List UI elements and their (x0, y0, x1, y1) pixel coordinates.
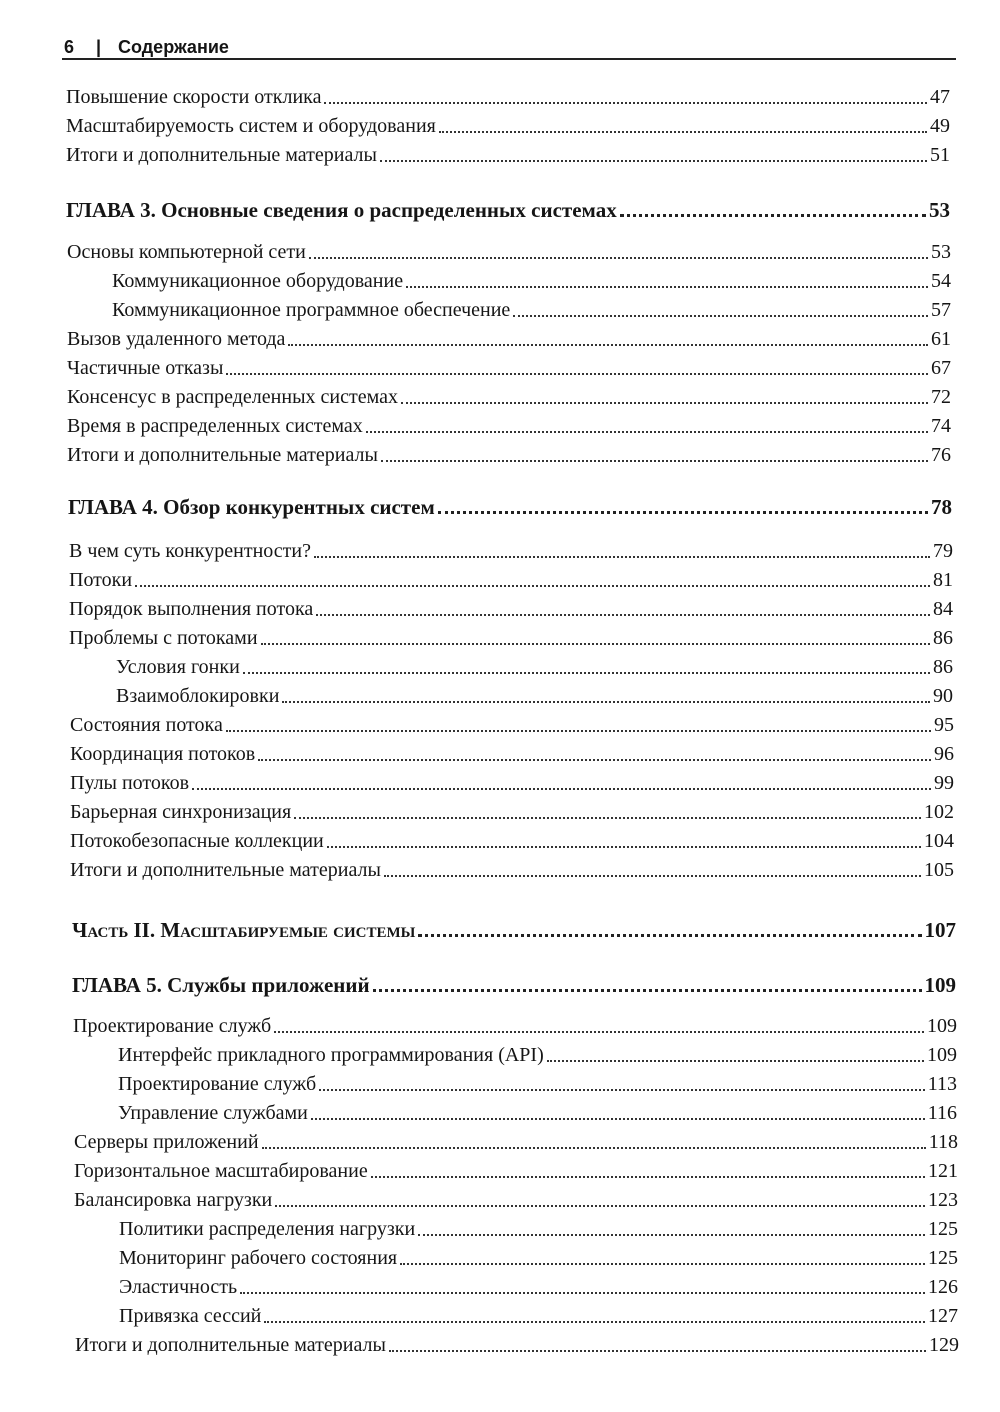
dot-leader (366, 431, 928, 433)
dot-leader (261, 643, 930, 645)
dot-leader (264, 1321, 925, 1323)
toc-entry-response-speed (66, 79, 950, 109)
toc-chapter-5 (72, 967, 956, 997)
dot-leader (240, 1292, 925, 1294)
toc-entry-concurrency (69, 533, 953, 563)
toc-entry-page: 76 (931, 444, 951, 466)
toc-entry-label: Основы компьютерной сети (67, 241, 306, 263)
toc-entry-horizontal-scaling (74, 1153, 958, 1183)
toc-chapter-page: 53 (929, 198, 950, 222)
toc-entry-page: 105 (924, 859, 954, 881)
toc-subentry-api (118, 1037, 957, 1067)
toc-entry-partial-failures (67, 350, 951, 380)
toc-entry-network-basics (67, 234, 951, 264)
toc-entry-thread-coordination (70, 736, 954, 766)
toc-entry-label: Потоки (69, 569, 133, 591)
toc-entry-page: 125 (928, 1247, 958, 1269)
dot-leader (418, 1234, 925, 1236)
dot-leader (513, 315, 928, 317)
toc-entry-thread-pools (70, 765, 954, 795)
toc-chapter-label: ГЛАВА 4. Обзор конкурентных систем (68, 495, 435, 519)
toc-entry-thread-states (70, 707, 954, 737)
dot-leader (324, 102, 927, 104)
toc-entry-label: Серверы приложений (74, 1131, 259, 1153)
toc-entry-page: 49 (930, 115, 950, 137)
toc-entry-label: В чем суть конкурентности? (69, 540, 311, 562)
dot-leader (380, 160, 927, 162)
toc-entry-label: Коммуникационное оборудование (112, 270, 404, 292)
toc-entry-page: 102 (924, 801, 954, 823)
dot-leader (371, 1176, 925, 1178)
toc-entry-label: Повышение скорости отклика (66, 86, 322, 108)
toc-entry-page: 127 (928, 1305, 958, 1327)
dot-leader (381, 460, 928, 462)
toc-entry-label: Политики распределения нагрузки (119, 1218, 416, 1240)
page-number: 6 (64, 37, 75, 57)
toc-entry-label: Потокобезопасные коллекции (70, 830, 324, 852)
toc-entry-label: Частичные отказы (67, 357, 224, 379)
toc-entry-label: Горизонтальное масштабирование (74, 1160, 368, 1182)
dot-leader (311, 1118, 925, 1120)
toc-entry-page: 129 (929, 1334, 959, 1356)
toc-entry-thread-problems (69, 620, 953, 650)
toc-entry-page: 54 (931, 270, 951, 292)
toc-subentry-comm-software (112, 292, 951, 322)
dot-leader (192, 788, 931, 790)
toc-entry-label: Время в распределенных системах (67, 415, 363, 437)
toc-entry-page: 79 (933, 540, 953, 562)
dot-leader (620, 214, 926, 217)
dot-leader (547, 1060, 924, 1062)
toc-chapter-page: 109 (924, 973, 956, 997)
toc-entry-scalability (66, 108, 950, 138)
header-separator: | (96, 37, 102, 57)
toc-entry-page: 104 (924, 830, 954, 852)
toc-part-2 (72, 912, 956, 942)
toc-entry-label: Взаимоблокировки (116, 685, 280, 707)
toc-entry-page: 96 (934, 743, 954, 765)
toc-subentry-comm-hardware (112, 263, 951, 293)
toc-entry-label: Состояния потока (70, 714, 223, 736)
toc-entry-rmi (67, 321, 951, 351)
dot-leader (316, 614, 930, 616)
dot-leader (373, 989, 922, 992)
toc-entry-page: 118 (928, 1131, 958, 1153)
toc-entry-page: 116 (927, 1102, 957, 1124)
toc-entry-label: Итоги и дополнительные материалы (70, 859, 381, 881)
toc-part-page: 107 (924, 918, 956, 942)
toc-entry-label: Привязка сессий (119, 1305, 262, 1327)
toc-entry-thread-safe-collections (70, 823, 954, 853)
toc-entry-page: 99 (934, 772, 954, 794)
toc-entry-label: Коммуникационное программное обеспечение (112, 299, 511, 321)
dot-leader (274, 1031, 924, 1033)
dot-leader (389, 1350, 926, 1352)
toc-entry-label: Вызов удаленного метода (67, 328, 286, 350)
toc-entry-label: Барьерная синхронизация (70, 801, 292, 823)
dot-leader (327, 846, 921, 848)
dot-leader (384, 875, 921, 877)
toc-entry-service-design (73, 1008, 957, 1038)
toc-entry-page: 90 (933, 685, 953, 707)
toc-subentry-lb-policies (119, 1211, 958, 1241)
toc-entry-label: Эластичность (119, 1276, 238, 1298)
toc-entry-label: Балансировка нагрузки (74, 1189, 273, 1211)
toc-entry-page: 86 (933, 627, 953, 649)
toc-entry-barrier-sync (70, 794, 954, 824)
toc-entry-summary-ch3 (67, 437, 951, 467)
toc-entry-app-servers (74, 1124, 958, 1154)
toc-entry-page: 57 (931, 299, 951, 321)
dot-leader (400, 1263, 925, 1265)
dot-leader (262, 1147, 926, 1149)
toc-chapter-4 (68, 489, 952, 519)
dot-leader (226, 373, 928, 375)
toc-entry-label: Порядок выполнения потока (69, 598, 314, 620)
toc-chapter-label: ГЛАВА 5. Службы приложений (72, 973, 370, 997)
dot-leader (418, 934, 921, 937)
toc-subentry-elasticity (119, 1269, 958, 1299)
running-head-title: Содержание (118, 37, 229, 57)
dot-leader (275, 1205, 925, 1207)
toc-entry-summary-ch2 (66, 137, 950, 167)
dot-leader (314, 556, 930, 558)
toc-entry-time (67, 408, 951, 438)
toc-chapter-3 (66, 192, 950, 222)
dot-leader (288, 344, 928, 346)
dot-leader (406, 286, 928, 288)
dot-leader (309, 257, 928, 259)
toc-entry-threads (69, 562, 953, 592)
toc-entry-page: 47 (930, 86, 950, 108)
toc-entry-label: Условия гонки (116, 656, 240, 678)
toc-subentry-service-design (118, 1066, 957, 1096)
dot-leader (439, 131, 927, 133)
toc-entry-page: 86 (933, 656, 953, 678)
toc-entry-summary-ch5 (75, 1327, 959, 1357)
toc-entry-label: Итоги и дополнительные материалы (66, 144, 377, 166)
toc-entry-label: Проблемы с потоками (69, 627, 258, 649)
toc-entry-label: Консенсус в распределенных системах (67, 386, 398, 408)
toc-entry-page: 61 (931, 328, 951, 350)
toc-entry-label: Координация потоков (70, 743, 256, 765)
dot-leader (243, 672, 930, 674)
toc-entry-page: 123 (928, 1189, 958, 1211)
toc-entry-consensus (67, 379, 951, 409)
toc-entry-label: Масштабируемость систем и оборудования (66, 115, 436, 137)
toc-entry-page: 51 (930, 144, 950, 166)
toc-entry-page: 53 (931, 241, 951, 263)
toc-entry-page: 125 (928, 1218, 958, 1240)
toc-entry-page: 95 (934, 714, 954, 736)
toc-entry-page: 109 (927, 1044, 957, 1066)
toc-entry-label: Итоги и дополнительные материалы (75, 1334, 386, 1356)
dot-leader (135, 585, 930, 587)
toc-entry-page: 109 (927, 1015, 957, 1037)
toc-chapter-page: 78 (931, 495, 952, 519)
dot-leader (282, 701, 930, 703)
toc-entry-label: Проектирование служб (118, 1073, 317, 1095)
toc-entry-summary-ch4 (70, 852, 954, 882)
dot-leader (226, 730, 931, 732)
dot-leader (401, 402, 928, 404)
toc-entry-label: Интерфейс прикладного программирования (API) (118, 1044, 544, 1066)
toc-entry-page: 74 (931, 415, 951, 437)
dot-leader (438, 511, 928, 514)
toc-entry-thread-order (69, 591, 953, 621)
toc-part-label: Часть II. Масштабируемые системы (72, 918, 416, 942)
toc-entry-label: Управление службами (118, 1102, 308, 1124)
toc-subentry-race-conditions (116, 649, 953, 679)
toc-entry-page: 72 (931, 386, 951, 408)
dot-leader (258, 759, 931, 761)
toc-entry-label: Итоги и дополнительные материалы (67, 444, 378, 466)
toc-entry-page: 121 (928, 1160, 958, 1182)
toc-entry-label: Мониторинг рабочего состояния (119, 1247, 398, 1269)
toc-subentry-service-management (118, 1095, 957, 1125)
toc-entry-load-balancing (74, 1182, 958, 1212)
toc-entry-page: 113 (927, 1073, 957, 1095)
toc-entry-page: 81 (933, 569, 953, 591)
running-head (62, 34, 956, 60)
toc-entry-page: 84 (933, 598, 953, 620)
toc-entry-label: Проектирование служб (73, 1015, 272, 1037)
toc-entry-label: Пулы потоков (70, 772, 190, 794)
toc-entry-page: 126 (928, 1276, 958, 1298)
toc-subentry-deadlocks (116, 678, 953, 708)
toc-subentry-session-affinity (119, 1298, 958, 1328)
toc-subentry-health-monitoring (119, 1240, 958, 1270)
toc-entry-page: 67 (931, 357, 951, 379)
toc-chapter-label: ГЛАВА 3. Основные сведения о распределенных системах (66, 198, 617, 222)
dot-leader (294, 817, 921, 819)
dot-leader (319, 1089, 925, 1091)
